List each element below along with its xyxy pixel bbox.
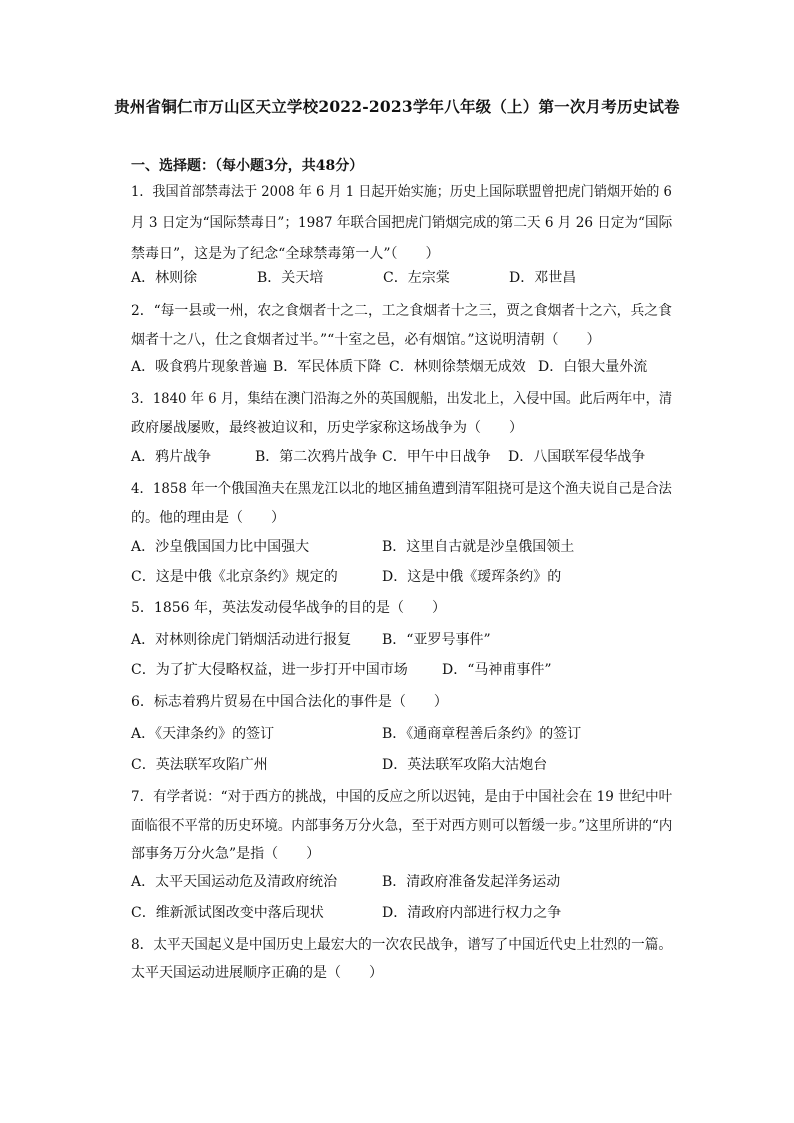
option-c: C．左宗棠 [383, 270, 450, 286]
question-text: 面临很不平常的历史环境。内部事务万分火急，至于对西方则可以暂缓一步。”这里所讲的“内 [131, 818, 673, 834]
option-a: A．沙皇俄国国力比中国强大 [131, 539, 310, 555]
option-b: B．清政府准备发起洋务运动 [382, 874, 561, 890]
question-text: 5．1856 年，英法发动侵华战争的目的是（ ） [131, 600, 446, 616]
question-text: 政府屡战屡败，最终被迫议和，历史学家称这场战争为（ ） [131, 420, 523, 436]
option-c: C．林则徐禁烟无成效 [389, 359, 526, 375]
option-b: B．《通商章程善后条约》的签订 [382, 726, 582, 742]
option-a: A．鸦片战争 [131, 449, 212, 465]
option-b: B．第二次鸦片战争 [255, 449, 378, 465]
option-d: D．白银大量外流 [538, 359, 648, 375]
option-a: A．对林则徐虎门销烟活动进行报复 [131, 632, 352, 648]
question-text: 7．有学者说：“对于西方的挑战，中国的反应之所以迟钝，是由于中国社会在 19 世纪中叶 [131, 789, 673, 805]
option-a: A．太平天国运动危及清政府统治 [131, 874, 338, 890]
question-text: 部事务万分火急”是指（ ） [131, 846, 321, 862]
question-text: 6．标志着鸦片贸易在中国合法化的事件是（ ） [131, 694, 448, 710]
option-c: C．英法联军攻陷广州 [131, 757, 268, 773]
option-c: C．这是中俄《北京条约》规定的 [131, 569, 338, 585]
section-heading: 一、选择题：（每小题3分，共48分） [131, 158, 364, 174]
question-text: 的。他的理由是（ ） [131, 510, 285, 526]
option-a: A．《天津条约》的签订 [131, 726, 275, 742]
option-b: B．这里自古就是沙皇俄国领土 [382, 539, 575, 555]
question-text: 禁毒日”，这是为了纪念“全球禁毒第一人”（ ） [131, 246, 440, 262]
option-c: C．甲午中日战争 [382, 449, 491, 465]
option-d: D．邓世昌 [509, 270, 577, 286]
option-d: D．这是中俄《瑷珲条约》的 [382, 569, 562, 585]
option-c: C．维新派试图改变中落后现状 [131, 905, 324, 921]
option-c: C．为了扩大侵略权益，进一步打开中国市场 [131, 662, 408, 678]
option-b: B．军民体质下降 [273, 359, 382, 375]
exam-title: 贵州省铜仁市万山区天立学校2022-2023学年八年级（上）第一次月考历史试卷 [114, 97, 680, 116]
question-text: 4．1858 年一个俄国渔夫在黑龙江以北的地区捕鱼遭到清军阻挠可是这个渔夫说自己是合法 [131, 481, 672, 497]
option-b: B．“亚罗号事件” [382, 632, 491, 648]
option-a: A．林则徐 [131, 270, 198, 286]
option-d: D．清政府内部进行权力之争 [382, 905, 562, 921]
question-text: 3．1840 年 6 月，集结在澳门沿海之外的英国舰船，出发北上，入侵中国。此后两年中，清 [131, 391, 673, 407]
question-text: 2．“每一县或一州，农之食烟者十之二，工之食烟者十之三，贾之食烟者十之六，兵之食 [131, 303, 672, 319]
option-a: A．吸食鸦片现象普遍 [131, 359, 268, 375]
option-d: D．八国联军侵华战争 [508, 449, 646, 465]
question-text: 太平天国运动进展顺序正确的是（ ） [131, 965, 383, 981]
question-text: 8．太平天国起义是中国历史上最宏大的一次农民战争，谱写了中国近代史上壮烈的一篇。 [131, 937, 673, 953]
question-text: 月 3 日定为“国际禁毒日”；1987 年联合国把虎门销烟完成的第二天 6 月 26 日定为“国际 [131, 215, 673, 231]
question-text: 1．我国首部禁毒法于 2008 年 6 月 1 日起开始实施；历史上国际联盟曾把虎门销烟开始的 6 [131, 184, 672, 200]
option-d: D．英法联军攻陷大沽炮台 [382, 757, 548, 773]
question-text: 烟者十之八，仕之食烟者过半。”“十室之邑，必有烟馆。”这说明清朝（ ） [131, 332, 601, 348]
option-b: B．关天培 [257, 270, 324, 286]
option-d: D．“马神甫事件” [442, 662, 552, 678]
